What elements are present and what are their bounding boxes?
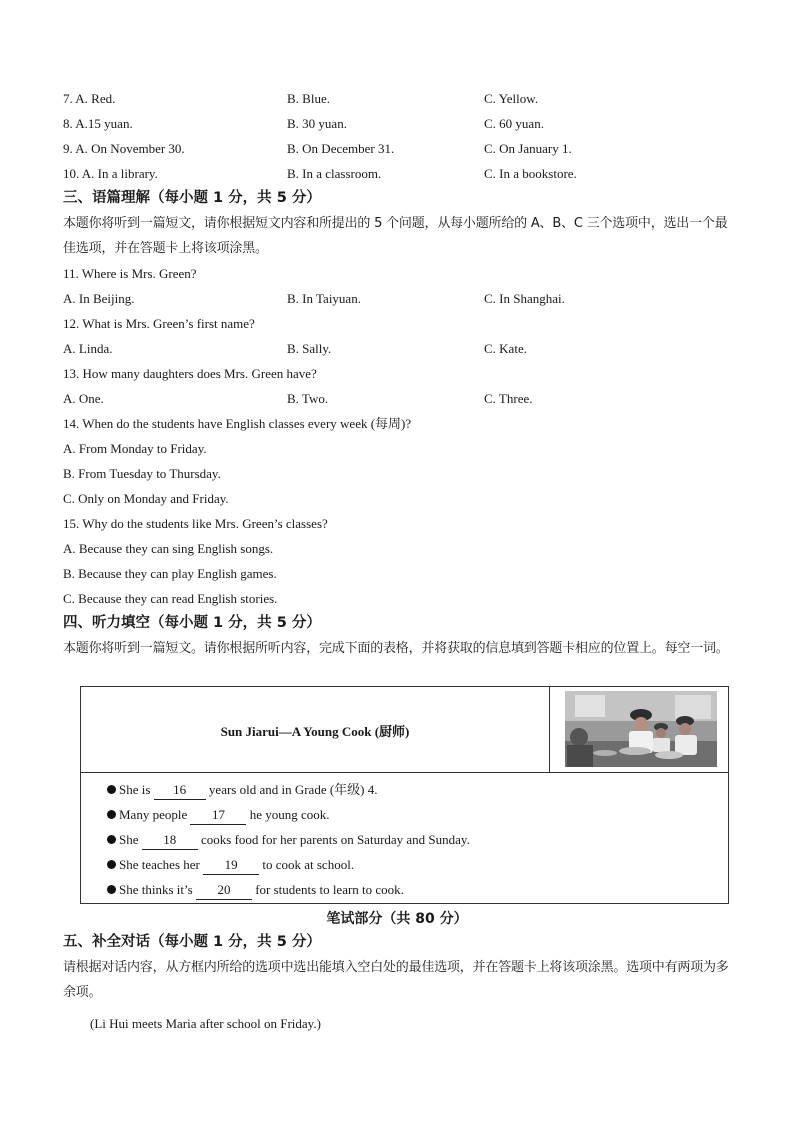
option-b: B. Two. (287, 391, 329, 406)
question-13-options (63, 390, 743, 408)
fill-in-table (80, 686, 729, 904)
option-b: B. 30 yuan. (287, 116, 347, 131)
question-12: 12. What is Mrs. Green’s first name? (63, 316, 255, 331)
question-15-option-c: C. Because they can read English stories. (63, 591, 278, 606)
option-c: C. Yellow. (484, 91, 539, 106)
option-b: B. Blue. (287, 91, 330, 106)
option-a: A. Linda. (63, 341, 113, 356)
question-12-options (63, 340, 743, 358)
section-3-instructions: 本题你将听到一篇短文，请你根据短文内容和所提出的 5 个问题，从每小题所给的 A、B、C 三个选项中，选出一个最佳选项，并在答题卡上将该项涂黑。 (63, 216, 728, 256)
option-b: B. In Taiyuan. (287, 291, 361, 306)
question-15-option-a: A. Because they can sing English songs. (63, 541, 274, 556)
section-5-title: 五、补全对话（每小题 1 分，共 5 分） (63, 934, 321, 950)
blank-19: 19 (203, 856, 259, 875)
blank-18: 18 (142, 831, 198, 850)
question-15-option-b: B. Because they can play English games. (63, 566, 277, 581)
question-14-option-a: A. From Monday to Friday. (63, 441, 207, 456)
option-a: A. In Beijing. (63, 291, 135, 306)
bullet-icon (107, 860, 116, 869)
question-14-option-c: C. Only on Monday and Friday. (63, 491, 229, 506)
bullet-icon (107, 835, 116, 844)
table-header (81, 687, 728, 773)
cook-photo-image (565, 691, 717, 767)
blank-17: 17 (190, 806, 246, 825)
section-4-instructions: 本题你将听到一篇短文。请你根据所听内容，完成下面的表格，并将获取的信息填到答题卡相应的位置上。每空一词。 (63, 641, 729, 656)
option-a: 9. A. On November 30. (63, 141, 185, 156)
option-b: B. In a classroom. (287, 166, 382, 181)
written-part-title: 笔试部分（共 80 分） (326, 911, 468, 927)
table-row: Many people 17 he young cook. (107, 806, 330, 825)
question-10-options (63, 165, 743, 183)
option-a: 7. A. Red. (63, 91, 116, 106)
option-c: C. In a bookstore. (484, 166, 577, 181)
question-13: 13. How many daughters does Mrs. Green have? (63, 366, 317, 381)
question-15: 15. Why do the students like Mrs. Green’s classes? (63, 516, 328, 531)
question-14: 14. When do the students have English classes every week (每周)? (63, 416, 412, 431)
table-row: She teaches her 19 to cook at school. (107, 856, 354, 875)
option-c: C. 60 yuan. (484, 116, 544, 131)
table-title: Sun Jiarui—A Young Cook (厨师) (220, 724, 410, 739)
option-a: 8. A.15 yuan. (63, 116, 133, 131)
bullet-icon (107, 810, 116, 819)
table-row: She is 16 years old and in Grade (年级) 4. (107, 781, 378, 800)
dialogue-scene: (Li Hui meets Maria after school on Friday.) (90, 1016, 321, 1031)
bullet-icon (107, 785, 116, 794)
option-b: B. Sally. (287, 341, 332, 356)
section-5-instructions: 请根据对话内容，从方框内所给的选项中选出能填入空白处的最佳选项，并在答题卡上将该项涂黑。选项中有两项为多余项。 (63, 960, 729, 1000)
question-8-options (63, 115, 743, 133)
option-a: A. One. (63, 391, 104, 406)
section-4-title: 四、听力填空（每小题 1 分，共 5 分） (63, 615, 321, 631)
question-9-options (63, 140, 743, 158)
table-row: She thinks it’s 20 for students to learn to cook. (107, 881, 404, 900)
bullet-icon (107, 885, 116, 894)
option-a: 10. A. In a library. (63, 166, 158, 181)
blank-16: 16 (154, 781, 206, 800)
option-b: B. On December 31. (287, 141, 395, 156)
question-14-option-b: B. From Tuesday to Thursday. (63, 466, 221, 481)
option-c: C. Three. (484, 391, 533, 406)
table-divider (549, 687, 550, 772)
question-11-options (63, 290, 743, 308)
blank-20: 20 (196, 881, 252, 900)
option-c: C. On January 1. (484, 141, 572, 156)
question-7-options (63, 90, 743, 108)
section-3-title: 三、语篇理解（每小题 1 分，共 5 分） (63, 190, 321, 206)
option-c: C. In Shanghai. (484, 291, 565, 306)
cook-photo (565, 691, 717, 767)
option-c: C. Kate. (484, 341, 527, 356)
table-row: She 18 cooks food for her parents on Saturday and Sunday. (107, 831, 470, 850)
question-11: 11. Where is Mrs. Green? (63, 266, 197, 281)
